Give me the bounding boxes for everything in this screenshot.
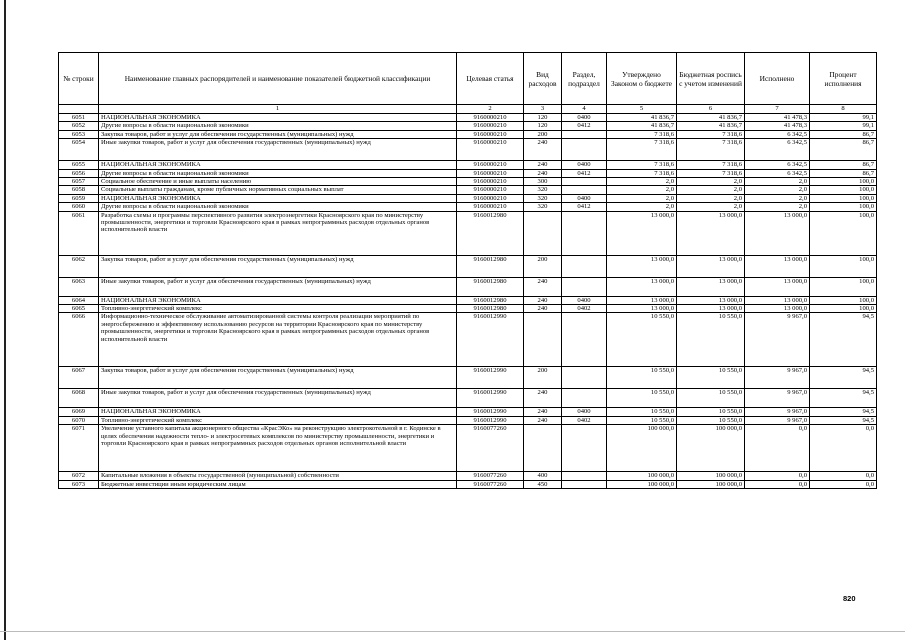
header-name: Наименование главных распорядителей и наименование показателей бюджетной классификации — [99, 53, 457, 105]
section-code: 0400 — [562, 408, 607, 416]
execution-percent: 100,0 — [810, 178, 877, 186]
expense-type: 120 — [524, 122, 562, 130]
execution-percent: 100,0 — [810, 203, 877, 211]
execution-percent: 100,0 — [810, 186, 877, 194]
header-percent: Процент исполнения — [810, 53, 877, 105]
approved-amount: 100 000,0 — [607, 480, 677, 488]
column-number: 8 — [810, 105, 877, 114]
row-number: 6062 — [59, 255, 99, 277]
header-row — [59, 53, 877, 105]
section-code: 0402 — [562, 416, 607, 424]
executed-amount: 13 000,0 — [745, 305, 810, 313]
section-code — [562, 130, 607, 138]
section-code — [562, 211, 607, 255]
scan-edge-line — [4, 0, 6, 640]
column-number: 6 — [677, 105, 745, 114]
section-code: 0412 — [562, 203, 607, 211]
executed-amount: 0,0 — [745, 472, 810, 480]
approved-amount: 7 318,6 — [607, 169, 677, 177]
table-row — [59, 416, 877, 424]
header-row-no: № строки — [59, 53, 99, 105]
executed-amount: 2,0 — [745, 203, 810, 211]
section-code — [562, 186, 607, 194]
schedule-amount: 10 550,0 — [677, 367, 745, 389]
target-article: 9160077260 — [457, 472, 524, 480]
row-number: 6067 — [59, 367, 99, 389]
approved-amount: 10 550,0 — [607, 408, 677, 416]
row-number: 6063 — [59, 277, 99, 296]
expense-type: 240 — [524, 169, 562, 177]
approved-amount: 13 000,0 — [607, 296, 677, 304]
approved-amount: 41 836,7 — [607, 114, 677, 122]
row-name: НАЦИОНАЛЬНАЯ ЭКОНОМИКА — [99, 408, 457, 416]
target-article: 9160012980 — [457, 211, 524, 255]
section-code — [562, 178, 607, 186]
target-article: 9160000210 — [457, 178, 524, 186]
target-article: 9160000210 — [457, 161, 524, 169]
schedule-amount: 13 000,0 — [677, 255, 745, 277]
executed-amount: 9 967,0 — [745, 367, 810, 389]
expense-type: 240 — [524, 277, 562, 296]
approved-amount: 10 550,0 — [607, 389, 677, 408]
schedule-amount: 10 550,0 — [677, 408, 745, 416]
executed-amount: 2,0 — [745, 194, 810, 202]
executed-amount: 13 000,0 — [745, 277, 810, 296]
execution-percent: 100,0 — [810, 277, 877, 296]
execution-percent: 86,7 — [810, 169, 877, 177]
section-code — [562, 472, 607, 480]
expense-type: 200 — [524, 130, 562, 138]
scan-bottom-line — [0, 631, 905, 632]
section-code: 0400 — [562, 161, 607, 169]
table-row — [59, 425, 877, 472]
section-code — [562, 277, 607, 296]
row-number: 6059 — [59, 194, 99, 202]
target-article: 9160012990 — [457, 408, 524, 416]
row-name: Закупка товаров, работ и услуг для обеспечения государственных (муниципальных) нужд — [99, 130, 457, 138]
expense-type: 200 — [524, 367, 562, 389]
header-section: Раздел, подраздел — [562, 53, 607, 105]
execution-percent: 0,0 — [810, 472, 877, 480]
expense-type: 320 — [524, 203, 562, 211]
approved-amount: 7 318,6 — [607, 139, 677, 161]
row-number: 6054 — [59, 139, 99, 161]
approved-amount: 2,0 — [607, 194, 677, 202]
schedule-amount: 2,0 — [677, 194, 745, 202]
executed-amount: 9 967,0 — [745, 408, 810, 416]
target-article: 9160012990 — [457, 367, 524, 389]
target-article: 9160000210 — [457, 186, 524, 194]
row-name: Иные закупки товаров, работ и услуг для обеспечения государственных (муниципальных) нужд — [99, 277, 457, 296]
executed-amount: 13 000,0 — [745, 211, 810, 255]
approved-amount: 100 000,0 — [607, 425, 677, 472]
approved-amount: 7 318,6 — [607, 130, 677, 138]
table-row — [59, 305, 877, 313]
row-number: 6061 — [59, 211, 99, 255]
execution-percent: 94,5 — [810, 313, 877, 367]
row-name: Другие вопросы в области национальной экономики — [99, 122, 457, 130]
approved-amount: 2,0 — [607, 178, 677, 186]
expense-type: 450 — [524, 480, 562, 488]
column-number: 1 — [99, 105, 457, 114]
table-row — [59, 139, 877, 161]
executed-amount: 2,0 — [745, 178, 810, 186]
row-number: 6060 — [59, 203, 99, 211]
executed-amount: 9 967,0 — [745, 416, 810, 424]
row-number: 6055 — [59, 161, 99, 169]
row-number: 6053 — [59, 130, 99, 138]
row-number: 6069 — [59, 408, 99, 416]
table-row — [59, 186, 877, 194]
approved-amount: 41 836,7 — [607, 122, 677, 130]
approved-amount: 10 550,0 — [607, 313, 677, 367]
execution-percent: 94,5 — [810, 389, 877, 408]
approved-amount: 2,0 — [607, 203, 677, 211]
target-article: 9160000210 — [457, 194, 524, 202]
row-number: 6066 — [59, 313, 99, 367]
section-code — [562, 139, 607, 161]
column-number: 2 — [457, 105, 524, 114]
expense-type: 240 — [524, 389, 562, 408]
execution-percent: 100,0 — [810, 305, 877, 313]
row-number: 6058 — [59, 186, 99, 194]
header-approved: Утверждено Законом о бюджете — [607, 53, 677, 105]
section-code — [562, 389, 607, 408]
section-code — [562, 255, 607, 277]
execution-percent: 94,5 — [810, 408, 877, 416]
approved-amount: 10 550,0 — [607, 367, 677, 389]
execution-percent: 0,0 — [810, 425, 877, 472]
row-number: 6068 — [59, 389, 99, 408]
expense-type: 240 — [524, 161, 562, 169]
row-number: 6051 — [59, 114, 99, 122]
target-article: 9160012990 — [457, 416, 524, 424]
table-row — [59, 178, 877, 186]
section-code: 0400 — [562, 296, 607, 304]
row-name: Социальное обеспечение и иные выплаты населению — [99, 178, 457, 186]
row-name: Капитальные вложения в объекты государственной (муниципальной) собственности — [99, 472, 457, 480]
execution-percent: 94,5 — [810, 367, 877, 389]
section-code — [562, 367, 607, 389]
column-number: 5 — [607, 105, 677, 114]
row-name: Топливно-энергетический комплекс — [99, 416, 457, 424]
execution-percent: 100,0 — [810, 211, 877, 255]
table-row — [59, 408, 877, 416]
execution-percent: 86,7 — [810, 139, 877, 161]
expense-type — [524, 425, 562, 472]
table-row — [59, 472, 877, 480]
approved-amount: 10 550,0 — [607, 416, 677, 424]
section-code — [562, 313, 607, 367]
expense-type: 240 — [524, 305, 562, 313]
execution-percent: 0,0 — [810, 480, 877, 488]
approved-amount: 13 000,0 — [607, 211, 677, 255]
schedule-amount: 13 000,0 — [677, 305, 745, 313]
row-name: НАЦИОНАЛЬНАЯ ЭКОНОМИКА — [99, 194, 457, 202]
row-name: НАЦИОНАЛЬНАЯ ЭКОНОМИКА — [99, 114, 457, 122]
target-article: 9160012980 — [457, 296, 524, 304]
row-name: НАЦИОНАЛЬНАЯ ЭКОНОМИКА — [99, 296, 457, 304]
column-number — [59, 105, 99, 114]
approved-amount: 100 000,0 — [607, 472, 677, 480]
executed-amount: 6 342,5 — [745, 161, 810, 169]
expense-type: 240 — [524, 296, 562, 304]
section-code: 0402 — [562, 305, 607, 313]
expense-type: 300 — [524, 178, 562, 186]
expense-type: 320 — [524, 186, 562, 194]
row-number: 6070 — [59, 416, 99, 424]
table-row — [59, 161, 877, 169]
expense-type: 240 — [524, 139, 562, 161]
section-code — [562, 425, 607, 472]
target-article: 9160000210 — [457, 203, 524, 211]
target-article: 9160012990 — [457, 313, 524, 367]
section-code: 0412 — [562, 122, 607, 130]
approved-amount: 13 000,0 — [607, 305, 677, 313]
table-row — [59, 367, 877, 389]
header-budget-schedule: Бюджетная роспись с учетом изменений — [677, 53, 745, 105]
schedule-amount: 10 550,0 — [677, 389, 745, 408]
row-name: Другие вопросы в области национальной экономики — [99, 203, 457, 211]
row-name: Социальные выплаты гражданам, кроме публичных нормативных социальных выплат — [99, 186, 457, 194]
target-article: 9160012990 — [457, 389, 524, 408]
row-name: Другие вопросы в области национальной экономики — [99, 169, 457, 177]
expense-type: 200 — [524, 255, 562, 277]
schedule-amount: 13 000,0 — [677, 296, 745, 304]
executed-amount: 9 967,0 — [745, 389, 810, 408]
execution-percent: 100,0 — [810, 296, 877, 304]
expense-type: 240 — [524, 416, 562, 424]
schedule-amount: 2,0 — [677, 178, 745, 186]
execution-percent: 99,1 — [810, 114, 877, 122]
row-name: Закупка товаров, работ и услуг для обеспечения государственных (муниципальных) нужд — [99, 367, 457, 389]
target-article: 9160000210 — [457, 169, 524, 177]
row-name: Увеличение уставного капитала акционерного общества «КрасЭКо» на реконструкцию электрокотельной в г. Кодинске в целях обеспечения надежности тепло- и электросетевых комплексов по министерству промышленности, энергетики и торговли Красноярского края в рамках непрограммных расходов отдельных органов исполнительной власти — [99, 425, 457, 472]
schedule-amount: 41 836,7 — [677, 122, 745, 130]
row-number: 6072 — [59, 472, 99, 480]
expense-type: 120 — [524, 114, 562, 122]
target-article: 9160012980 — [457, 255, 524, 277]
table-row — [59, 169, 877, 177]
target-article: 9160012980 — [457, 277, 524, 296]
schedule-amount: 10 550,0 — [677, 416, 745, 424]
section-code — [562, 480, 607, 488]
schedule-amount: 7 318,6 — [677, 169, 745, 177]
row-number: 6071 — [59, 425, 99, 472]
header-target: Целевая статья — [457, 53, 524, 105]
budget-execution-table — [58, 52, 877, 489]
table-row — [59, 211, 877, 255]
table-row — [59, 389, 877, 408]
table-row — [59, 114, 877, 122]
target-article: 9160000210 — [457, 139, 524, 161]
column-number: 4 — [562, 105, 607, 114]
schedule-amount: 10 550,0 — [677, 313, 745, 367]
target-article: 9160012980 — [457, 305, 524, 313]
row-name: Бюджетные инвестиции иным юридическим лицам — [99, 480, 457, 488]
execution-percent: 86,7 — [810, 161, 877, 169]
row-name: НАЦИОНАЛЬНАЯ ЭКОНОМИКА — [99, 161, 457, 169]
section-code: 0400 — [562, 114, 607, 122]
section-code: 0412 — [562, 169, 607, 177]
table-row — [59, 313, 877, 367]
execution-percent: 100,0 — [810, 194, 877, 202]
row-name: Иные закупки товаров, работ и услуг для обеспечения государственных (муниципальных) нужд — [99, 139, 457, 161]
expense-type: 240 — [524, 408, 562, 416]
execution-percent: 100,0 — [810, 255, 877, 277]
executed-amount: 41 478,3 — [745, 122, 810, 130]
row-number: 6064 — [59, 296, 99, 304]
column-number-row — [59, 105, 877, 114]
table-row — [59, 277, 877, 296]
executed-amount: 6 342,5 — [745, 130, 810, 138]
row-number: 6056 — [59, 169, 99, 177]
row-number: 6073 — [59, 480, 99, 488]
executed-amount: 6 342,5 — [745, 169, 810, 177]
expense-type: 400 — [524, 472, 562, 480]
row-name: Разработка схемы и программы перспективного развития электроэнергетики Красноярского края по министерству промышленности, энергетики и торговли Красноярского края в рамках непрограммных расходов отдельных органов исполнительной власти — [99, 211, 457, 255]
table-row — [59, 480, 877, 488]
approved-amount: 7 318,6 — [607, 161, 677, 169]
schedule-amount: 7 318,6 — [677, 139, 745, 161]
target-article: 9160077260 — [457, 425, 524, 472]
table-row — [59, 255, 877, 277]
schedule-amount: 13 000,0 — [677, 211, 745, 255]
row-number: 6057 — [59, 178, 99, 186]
schedule-amount: 13 000,0 — [677, 277, 745, 296]
schedule-amount: 100 000,0 — [677, 425, 745, 472]
schedule-amount: 100 000,0 — [677, 480, 745, 488]
table-row — [59, 122, 877, 130]
row-name: Информационно-техническое обслуживание автоматизированной системы контроля реализации мероприятий по энергосбережению и эффективному использованию ресурсов на территории Красноярского края по министерству промышленности, энергетики и торговли Красноярского края в рамках непрограммных расходов отдельных органов исполнительной власти — [99, 313, 457, 367]
schedule-amount: 2,0 — [677, 203, 745, 211]
section-code: 0400 — [562, 194, 607, 202]
schedule-amount: 7 318,6 — [677, 161, 745, 169]
approved-amount: 13 000,0 — [607, 255, 677, 277]
schedule-amount: 41 836,7 — [677, 114, 745, 122]
target-article: 9160000210 — [457, 114, 524, 122]
executed-amount: 13 000,0 — [745, 255, 810, 277]
executed-amount: 9 967,0 — [745, 313, 810, 367]
expense-type: 320 — [524, 194, 562, 202]
table-row — [59, 194, 877, 202]
executed-amount: 0,0 — [745, 425, 810, 472]
executed-amount: 2,0 — [745, 186, 810, 194]
row-name: Закупка товаров, работ и услуг для обеспечения государственных (муниципальных) нужд — [99, 255, 457, 277]
approved-amount: 2,0 — [607, 186, 677, 194]
executed-amount: 13 000,0 — [745, 296, 810, 304]
approved-amount: 13 000,0 — [607, 277, 677, 296]
schedule-amount: 100 000,0 — [677, 472, 745, 480]
execution-percent: 94,5 — [810, 416, 877, 424]
executed-amount: 6 342,5 — [745, 139, 810, 161]
column-number: 7 — [745, 105, 810, 114]
expense-type — [524, 211, 562, 255]
column-number: 3 — [524, 105, 562, 114]
row-number: 6065 — [59, 305, 99, 313]
executed-amount: 0,0 — [745, 480, 810, 488]
target-article: 9160077260 — [457, 480, 524, 488]
table-row — [59, 203, 877, 211]
schedule-amount: 7 318,6 — [677, 130, 745, 138]
execution-percent: 86,7 — [810, 130, 877, 138]
header-expense-type: Вид расходов — [524, 53, 562, 105]
execution-percent: 99,1 — [810, 122, 877, 130]
schedule-amount: 2,0 — [677, 186, 745, 194]
executed-amount: 41 478,3 — [745, 114, 810, 122]
row-name: Иные закупки товаров, работ и услуг для обеспечения государственных (муниципальных) нужд — [99, 389, 457, 408]
table-row — [59, 296, 877, 304]
expense-type — [524, 313, 562, 367]
table-body — [59, 114, 877, 489]
header-executed: Исполнено — [745, 53, 810, 105]
row-name: Топливно-энергетический комплекс — [99, 305, 457, 313]
target-article: 9160000210 — [457, 130, 524, 138]
row-number: 6052 — [59, 122, 99, 130]
page-number: 820 — [843, 594, 856, 603]
table-row — [59, 130, 877, 138]
target-article: 9160000210 — [457, 122, 524, 130]
